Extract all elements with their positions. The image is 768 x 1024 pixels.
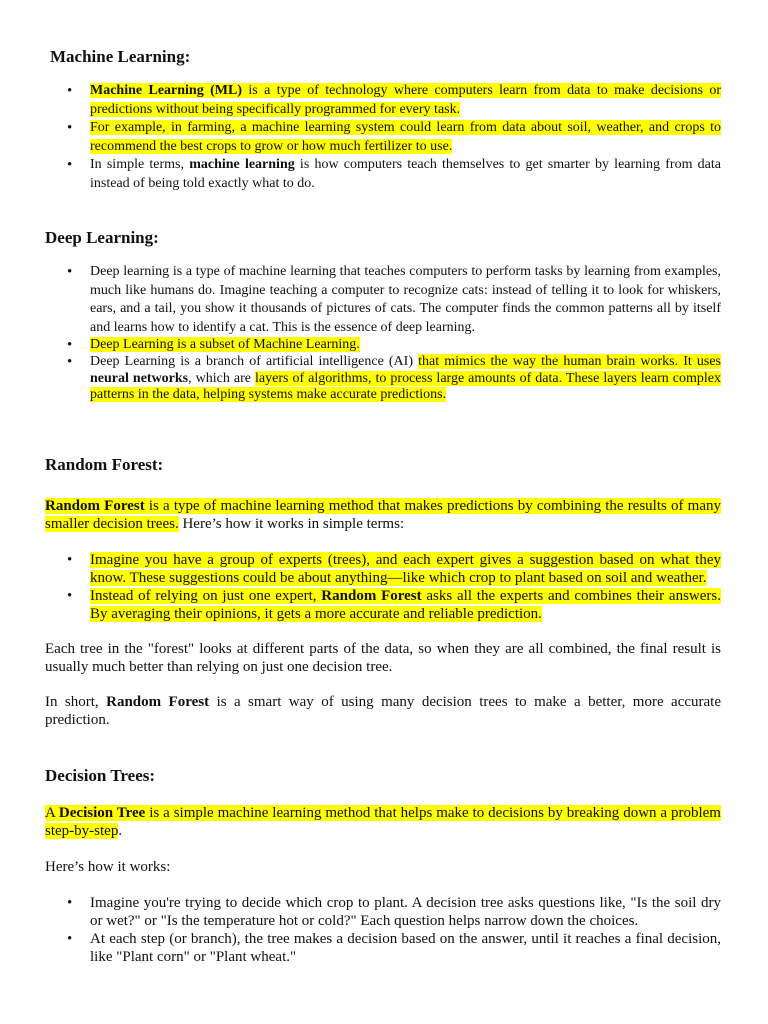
rf-bullet-list xyxy=(90,551,721,623)
bold-term: Random Forest xyxy=(45,498,145,514)
text-span: In short, xyxy=(45,694,107,710)
list-item xyxy=(90,156,721,193)
highlight xyxy=(45,805,721,839)
highlight: Deep Learning is a subset of Machine Learning. xyxy=(90,337,360,353)
text-span: is how computers teach themselves to get smarter by learning from data instead of being told exactly what to do. xyxy=(90,157,721,191)
bold-term: Machine Learning (ML) xyxy=(90,83,242,98)
ml-bullet-list xyxy=(90,82,721,193)
rf-paragraph-3 xyxy=(45,693,721,729)
bold-term: machine learning xyxy=(189,157,295,172)
text-span: A xyxy=(45,805,59,821)
text-span: is a type of machine learning method that makes predictions by combining the results of many smaller decision trees. xyxy=(45,498,721,532)
bold-term: Random Forest xyxy=(106,694,210,710)
heading-decision-trees: Decision Trees: xyxy=(45,766,156,785)
dt-paragraph-2: Here’s how it works: xyxy=(45,859,171,875)
dl-bullet-list xyxy=(90,263,721,404)
text-span: is a type of technology where computers learn from data to make decisions or predictions without being specifically programmed for every task. xyxy=(90,83,721,117)
highlight: For example, in farming, a machine learning system could learn from data about soil, weather, and crops to recommend the best crops to grow or how much fertilizer to use. xyxy=(90,120,721,154)
list-item xyxy=(90,119,721,156)
highlight xyxy=(90,83,721,117)
rf-intro-paragraph xyxy=(45,497,721,533)
list-item xyxy=(90,587,721,623)
list-item: • Imagine you're trying to decide which crop to plant. A decision tree asks questions like, "Is the soil dry or wet?" or "Is the temperature hot or cold?" Each question helps narrow down the choices. xyxy=(90,894,721,930)
heading-deep-learning: Deep Learning: xyxy=(45,228,159,247)
text-span: is a simple machine learning method that helps make to decisions by breaking down a problem step-by-step xyxy=(45,805,721,839)
rf-paragraph-2: Each tree in the "forest" looks at different parts of the data, so when they are all combined, the final result is usually much better than relying on just one decision tree. xyxy=(45,641,721,675)
text-span: asks all the experts and combines their answers. By averaging their opinions, it gets a more accurate and reliable prediction. xyxy=(90,588,721,622)
text-span: Deep Learning is a branch of artificial intelligence (AI) xyxy=(90,353,419,369)
heading-machine-learning: Machine Learning: xyxy=(50,47,191,66)
list-item xyxy=(90,354,721,404)
list-item xyxy=(90,82,721,119)
highlight: layers of algorithms, to process large amounts of data. These layers learn complex patterns in the data, helping systems make accurate predictions. xyxy=(90,370,721,403)
dt-bullet-list xyxy=(90,894,721,966)
text-span: , which are xyxy=(188,370,255,386)
text-span: . xyxy=(118,823,123,839)
heading-random-forest: Random Forest: xyxy=(45,455,164,474)
list-item xyxy=(90,551,721,587)
text-span: In simple terms, xyxy=(90,157,190,172)
dt-intro-paragraph xyxy=(45,804,721,840)
highlight: that mimics the way the human brain works. It uses xyxy=(418,353,721,369)
text-span: Here’s how it works in simple terms: xyxy=(178,516,405,532)
highlight: Imagine you have a group of experts (trees), and each expert gives a suggestion based on what they know. These suggestions could be about anything—like which crop to plant based on soil and weather. xyxy=(90,552,721,586)
list-item: • At each step (or branch), the tree makes a decision based on the answer, until it reaches a final decision, like "Plant corn" or "Plant wheat." xyxy=(90,930,721,966)
bold-term: Decision Tree xyxy=(58,805,146,821)
text-span: Instead of relying on just one expert, xyxy=(90,588,322,604)
highlight xyxy=(90,588,721,622)
list-item xyxy=(90,337,721,354)
text-span: is a smart way of using many decision trees to make a better, more accurate prediction. xyxy=(45,694,721,728)
bold-term: neural networks xyxy=(90,370,189,386)
bold-term: Random Forest xyxy=(321,588,422,604)
list-item: • Deep learning is a type of machine learning that teaches computers to perform tasks by learning from examples, much like humans do. Imagine teaching a computer to recognize cats: instead of telling it to look for whiskers, ears, and a tail, you show it thousands of pictures of cats. The computer finds the common patterns all by itself and learns how to identify a cat. This is the essence of deep learning. xyxy=(90,263,721,337)
